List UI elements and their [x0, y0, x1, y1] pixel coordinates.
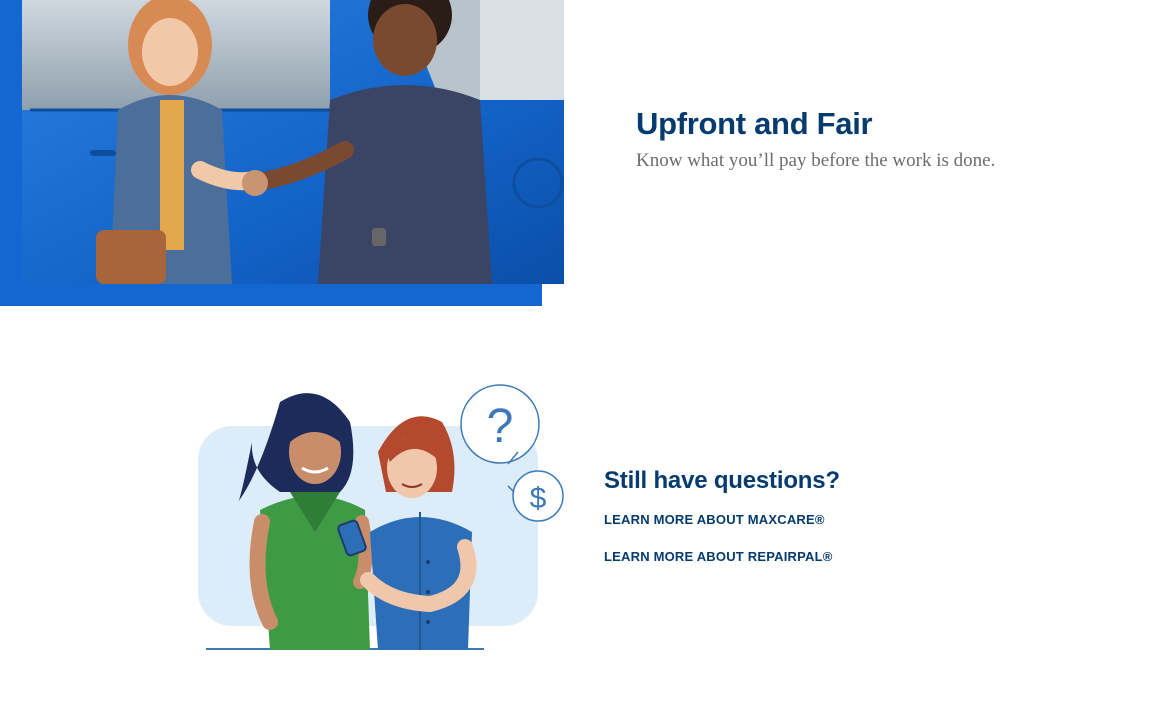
question-bubble-icon [461, 385, 539, 464]
learn-repairpal-link[interactable]: LEARN MORE ABOUT REPAIRPAL® [604, 549, 833, 564]
questions-text [604, 464, 1084, 586]
two-women-illustration-graphic [190, 382, 570, 654]
learn-maxcare-link[interactable]: LEARN MORE ABOUT MAXCARE® [604, 512, 825, 527]
questions-title: Still have questions? [604, 467, 840, 494]
handshake-photo-graphic [0, 0, 564, 306]
upfront-fair-section [0, 0, 1152, 330]
upfront-fair-title: Upfront and Fair [636, 106, 873, 141]
upfront-fair-text [636, 104, 1116, 174]
two-women-illustration [190, 382, 570, 654]
question-glyph: ? [486, 400, 514, 453]
handshake-photo [0, 0, 564, 306]
upfront-fair-subtitle: Know what you’ll pay before the work is done. [636, 150, 996, 171]
dollar-glyph: $ [529, 482, 547, 515]
questions-section [0, 330, 1152, 704]
